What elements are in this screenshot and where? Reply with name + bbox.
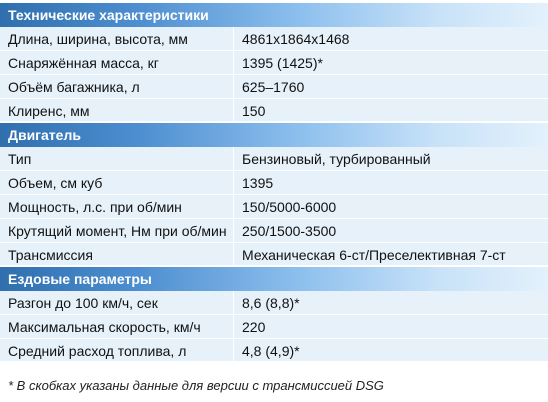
row-label: Максимальная скорость, км/ч <box>0 315 234 338</box>
row-label: Трансмиссия <box>0 243 234 265</box>
table-row <box>0 147 548 171</box>
row-label: Тип <box>0 147 234 170</box>
section-header-engine: Двигатель <box>0 123 548 147</box>
row-label: Разгон до 100 км/ч, сек <box>0 291 234 314</box>
row-value: 250/1500-3500 <box>242 223 337 239</box>
table-row <box>0 243 548 267</box>
row-value: Механическая 6-ст/Преселективная 7-ст <box>242 247 506 263</box>
table-row <box>0 171 548 195</box>
table-row <box>0 219 548 243</box>
footnote: * В скобках указаны данные для версии с трансмиссией DSG <box>8 378 384 393</box>
row-value: Бензиновый, турбированный <box>242 151 431 167</box>
spec-table <box>0 3 548 363</box>
table-row <box>0 291 548 315</box>
table-row <box>0 99 548 123</box>
row-label: Клиренс, мм <box>0 99 234 121</box>
row-value: 4861х1864х1468 <box>242 31 350 47</box>
table-row <box>0 315 548 339</box>
row-label: Средний расход топлива, л <box>0 339 234 361</box>
row-label: Мощность, л.с. при об/мин <box>0 195 234 218</box>
table-row <box>0 51 548 75</box>
row-value: 1395 (1425)* <box>242 55 323 71</box>
row-value: 1395 <box>242 175 274 191</box>
row-label: Крутящий момент, Нм при об/мин <box>0 219 234 242</box>
row-value: 8,6 (8,8)* <box>242 295 300 311</box>
row-value: 625–1760 <box>242 79 305 95</box>
row-value: 150/5000-6000 <box>242 199 337 215</box>
row-label: Длина, ширина, высота, мм <box>0 27 234 50</box>
row-label: Объем, см куб <box>0 171 234 194</box>
section-header-tech-specs: Технические характеристики <box>0 3 548 27</box>
row-value: 4,8 (4,9)* <box>242 343 300 359</box>
row-value: 220 <box>242 319 266 335</box>
section-header-driving: Ездовые параметры <box>0 267 548 291</box>
table-row <box>0 27 548 51</box>
table-row <box>0 75 548 99</box>
row-value: 150 <box>242 103 266 119</box>
row-label: Снаряжённая масса, кг <box>0 51 234 74</box>
table-row <box>0 339 548 363</box>
table-row <box>0 195 548 219</box>
row-label: Объём багажника, л <box>0 75 234 98</box>
